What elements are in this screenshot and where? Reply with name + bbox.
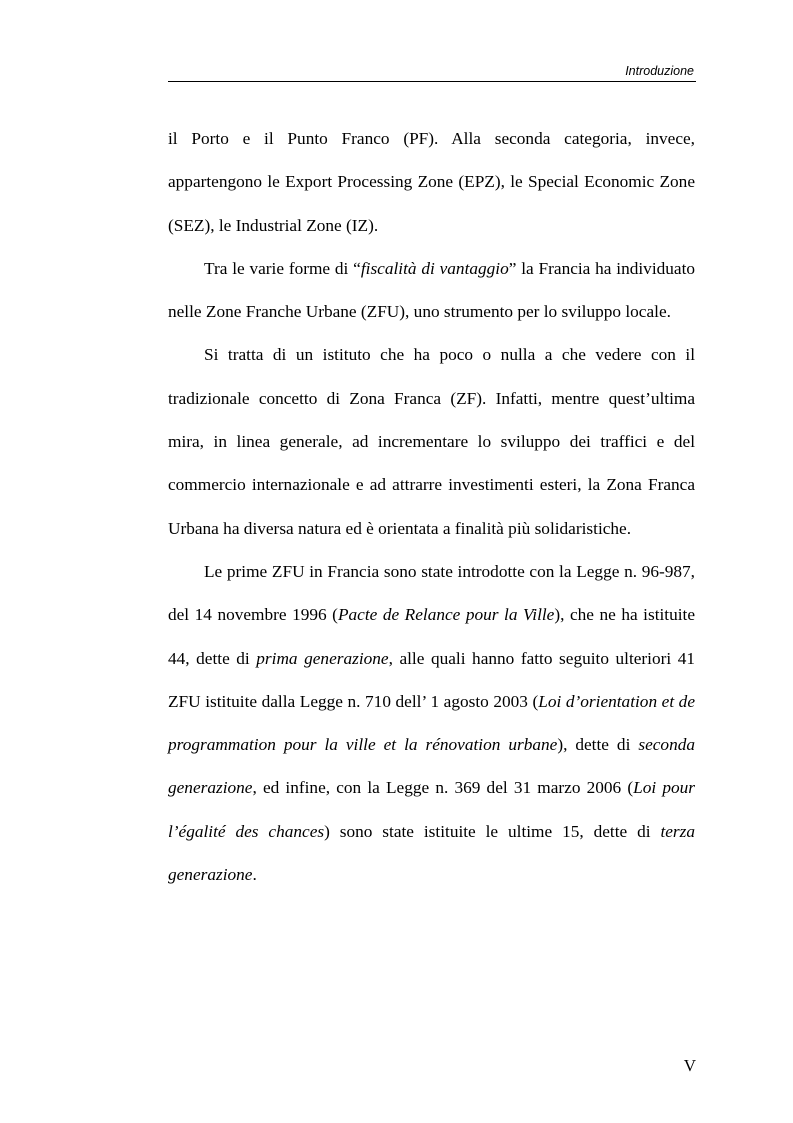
page-number: V [683,1056,696,1075]
paragraph-run-italic: prima generazione [256,648,389,668]
paragraph-run: , alle quali hanno fatto seguito ulteriori 41 ZFU istituite dalla Legge n. 710 dell’ 1 agosto 2003 ( [168,648,696,711]
paragraph-run: ), che ne ha istituite 44, dette di [168,605,696,668]
paragraph-run: . [252,865,257,885]
paragraph-run: Si tratta di un istituto che ha poco o nulla a che vedere con il tradizionale concetto di Zona Franca (ZF). Infatti, mentre quest’ultima mira, in linea generale, ad incrementare lo sviluppo dei traffici e del commercio internazionale e ad attrarre investimenti esteri, la Zona Franca Urbana ha diversa natura ed è orientata a finalità più solidaristiche. [168,345,695,538]
running-header-title: Introduzione [625,64,694,78]
paragraph-run: , ed infine, con la Legge n. 369 del 31 marzo 2006 ( [252,778,634,798]
paragraph-run-italic: Loi d’orientation et de programmation pour la ville et la rénovation urbane [168,691,695,755]
running-header [168,64,696,82]
paragraph [168,550,695,896]
paragraph [168,247,695,334]
paragraph-run-italic: terza generazione [168,821,695,885]
body-text [168,117,695,896]
paragraph-run: ” la Francia ha individuato nelle Zone Franche Urbane (ZFU), uno strumento per lo sviluppo locale. [168,258,696,322]
paragraph-run: il Porto e il Punto Franco (PF). Alla seconda categoria, invece, appartengono le Export Processing Zone (EPZ), le Special Economic Zone (SEZ), le Industrial Zone (IZ). [168,129,695,235]
paragraph-run: ) sono state istituite le ultime 15, dette di [324,821,661,841]
paragraph-run-italic: seconda generazione [168,735,695,798]
paragraph [168,333,695,549]
paragraph-run-italic: fiscalità di vantaggio [360,258,509,278]
paragraph-run: Le prime ZFU in Francia sono state introdotte con la Legge n. 96-987, del 14 novembre 1996 ( [168,561,695,625]
paragraph-run: Tra le varie forme di “ [204,258,361,278]
paragraph-run-italic: Loi pour l’égalité des chances [168,778,695,841]
paragraph-run: ), dette di [557,735,639,755]
header-rule [168,81,696,82]
paragraph-run-italic: Pacte de Relance pour la Ville [337,605,555,625]
paragraph [168,117,695,247]
